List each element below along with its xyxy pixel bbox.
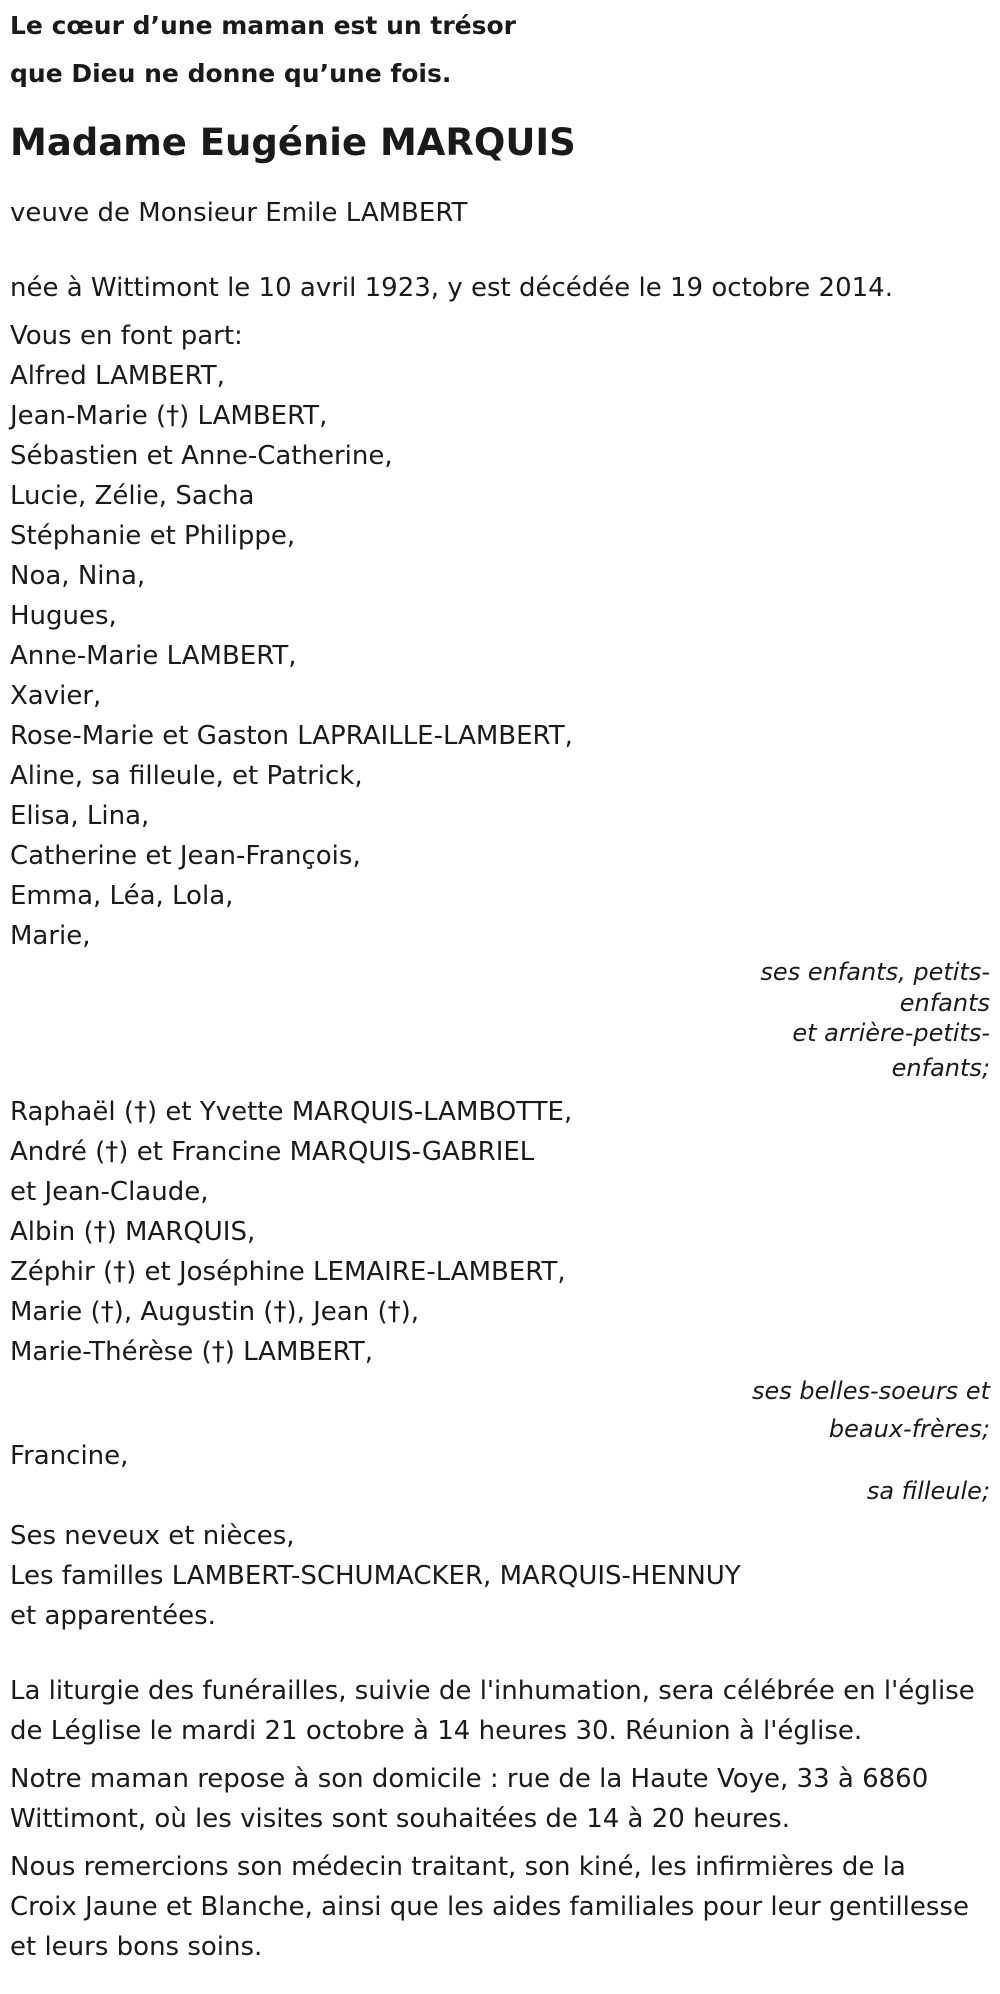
family-line: Alfred LAMBERT, (10, 361, 225, 391)
relatives (10, 1516, 990, 1636)
role-line: enfants (899, 989, 990, 1017)
role-line: ses belles-soeurs et (751, 1377, 990, 1405)
relatives-line: Les familles LAMBERT-SCHUMACKER, MARQUIS-HENNUY (10, 1561, 741, 1591)
announcement-intro: Vous en font part: (10, 321, 243, 351)
family-line: Marie, (10, 921, 91, 951)
paragraph-line: Notre maman repose à son domicile : rue de la Haute Voye, 33 à 6860 (10, 1764, 929, 1794)
family-line: Sébastien et Anne-Catherine, (10, 441, 393, 471)
paragraph-line: Croix Jaune et Blanche, ainsi que les aides familiales pour leur gentillesse (10, 1892, 969, 1922)
family-line: Raphaël (†) et Yvette MARQUIS-LAMBOTTE, (10, 1097, 573, 1127)
paragraph-line: Nous remercions son médecin traitant, son kiné, les infirmières de la (10, 1852, 906, 1882)
family-line: Noa, Nina, (10, 561, 146, 591)
birth-death-dates: née à Wittimont le 10 avril 1923, y est décédée le 19 octobre 2014. (10, 273, 893, 303)
thanks-message (10, 1847, 990, 1967)
rest-details (10, 1759, 990, 1839)
paragraph-line: Wittimont, où les visites sont souhaitées de 14 à 20 heures. (10, 1804, 790, 1834)
widow-of: veuve de Monsieur Emile LAMBERT (10, 198, 468, 228)
family-line: et Jean-Claude, (10, 1177, 209, 1207)
family-line: Albin (†) MARQUIS, (10, 1217, 256, 1247)
family-line: Aline, sa filleule, et Patrick, (10, 761, 363, 791)
family-line: Anne-Marie LAMBERT, (10, 641, 297, 671)
paragraph-line: et leurs bons soins. (10, 1932, 263, 1962)
family-line: Xavier, (10, 681, 102, 711)
family-line: Hugues, (10, 601, 117, 631)
epigraph (10, 2, 990, 98)
family-line: Catherine et Jean-François, (10, 841, 361, 871)
family-line: Emma, Léa, Lola, (10, 881, 234, 911)
relatives-line: et apparentées. (10, 1601, 216, 1631)
role-line: ses enfants, petits- (760, 958, 990, 986)
epigraph-line: Le cœur d’une maman est un trésor (10, 11, 516, 40)
role-line: enfants; (891, 1054, 990, 1082)
epigraph-line: que Dieu ne donne qu’une fois. (10, 59, 452, 88)
family-line: Stéphanie et Philippe, (10, 521, 296, 551)
children-role (10, 956, 990, 1088)
role-line: beaux-frères; (828, 1415, 990, 1443)
inlaws-group (10, 1092, 990, 1372)
relatives-line: Ses neveux et nièces, (10, 1521, 295, 1551)
paragraph-line: La liturgie des funérailles, suivie de l'inhumation, sera célébrée en l'église (10, 1676, 975, 1706)
family-line: André (†) et Francine MARQUIS-GABRIEL (10, 1137, 535, 1167)
family-line: Lucie, Zélie, Sacha (10, 481, 255, 511)
goddaughter-role: sa filleule; (866, 1477, 990, 1505)
family-line: Marie (†), Augustin (†), Jean (†), (10, 1297, 420, 1327)
paragraph-line: de Léglise le mardi 21 octobre à 14 heures 30. Réunion à l'église. (10, 1716, 863, 1746)
family-line: Marie-Thérèse (†) LAMBERT, (10, 1337, 373, 1367)
role-line: et arrière-petits- (792, 1019, 990, 1047)
children-group (10, 356, 990, 956)
deceased-name: Madame Eugénie MARQUIS (10, 121, 576, 164)
goddaughter-name: Francine, (10, 1441, 129, 1471)
family-line: Jean-Marie (†) LAMBERT, (10, 401, 328, 431)
family-line: Rose-Marie et Gaston LAPRAILLE-LAMBERT, (10, 721, 573, 751)
obituary-page (10, 0, 990, 1967)
funeral-details (10, 1671, 990, 1751)
family-line: Elisa, Lina, (10, 801, 150, 831)
family-line: Zéphir (†) et Joséphine LEMAIRE-LAMBERT, (10, 1257, 566, 1287)
